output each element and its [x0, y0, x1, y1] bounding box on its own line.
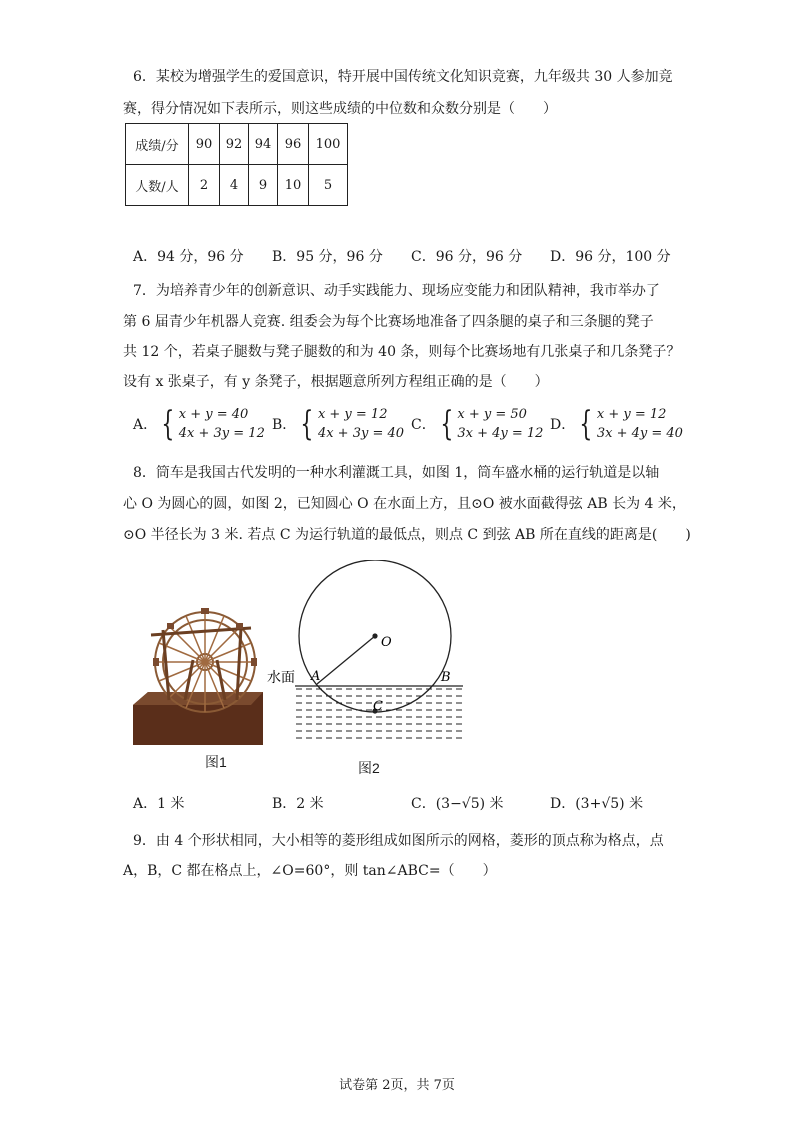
table-cell: 9 — [249, 165, 278, 206]
q7-text-line1: 7．为培养青少年的创新意识、动手实践能力、现场应变能力和团队精神，我市举办了 — [133, 283, 660, 299]
table-cell: 2 — [189, 165, 220, 206]
table-cell: 人数/人 — [126, 165, 189, 206]
option-label: D． — [550, 417, 576, 433]
option-label: A． — [133, 417, 158, 433]
table-cell: 10 — [278, 165, 309, 206]
equation: 3x + 4y = 40 — [596, 426, 683, 441]
equation: x + y = 12 — [317, 407, 388, 422]
q8-option-a: A．1 米 — [133, 796, 185, 812]
q7-option-b — [272, 405, 404, 443]
point-a-label: A — [311, 669, 321, 684]
q7-option-a — [133, 405, 265, 443]
q7-text-line3: 共 12 个，若桌子腿数与凳子腿数的和为 40 条，则每个比赛场地有几张桌子和几条凳子？ — [123, 344, 681, 360]
table-row — [126, 165, 348, 206]
q8-option-d: D．(3+√5) 米 — [550, 796, 644, 812]
q6-option-d: D．96 分，100 分 — [550, 249, 671, 265]
equation: 3x + 4y = 12 — [457, 426, 544, 441]
equation-system — [179, 405, 265, 443]
table-cell: 100 — [309, 124, 348, 165]
table-cell: 92 — [220, 124, 249, 165]
table-cell: 5 — [309, 165, 348, 206]
circle-diagram — [265, 560, 470, 750]
q7-option-d — [550, 405, 683, 443]
brace-icon: { — [440, 404, 454, 444]
brace-icon: { — [579, 404, 593, 444]
brace-icon: { — [300, 404, 314, 444]
q6-text-line1: 6．某校为增强学生的爱国意识，特开展中国传统文化知识竞赛，九年级共 30 人参加竞 — [133, 69, 673, 85]
q8-option-c: C．(3−√5) 米 — [411, 796, 504, 812]
q7-option-c — [411, 405, 543, 443]
q6-option-a: A．94 分，96 分 — [133, 249, 244, 265]
figure2-caption: 图2 — [358, 760, 380, 776]
equation-system — [457, 405, 543, 443]
q9-text-line2: A，B，C 都在格点上，∠O=60°，则 tan∠ABC=（ ） — [123, 863, 497, 879]
q7-text-line2: 第 6 届青少年机器人竞赛. 组委会为每个比赛场地准备了四条腿的桌子和三条腿的凳子 — [123, 314, 654, 330]
q9-text-line1: 9．由 4 个形状相同，大小相等的菱形组成如图所示的网格，菱形的顶点称为格点，点 — [133, 833, 664, 849]
equation-system — [318, 405, 404, 443]
q6-option-c: C．96 分，96 分 — [411, 249, 523, 265]
point-o-label: O — [381, 635, 392, 650]
q7-text-line4: 设有 x 张桌子，有 y 条凳子，根据题意所列方程组正确的是（ ） — [123, 374, 549, 390]
q8-option-b: B．2 米 — [272, 796, 324, 812]
q6-text-line2: 赛，得分情况如下表所示，则这些成绩的中位数和众数分别是（ ） — [123, 101, 557, 117]
table-row — [126, 124, 348, 165]
point-c-label: C — [373, 699, 383, 714]
q8-text-line2: 心 O 为圆心的圆，如图 2，已知圆心 O 在水面上方，且⊙O 被水面截得弦 AB 长为 4 米， — [123, 496, 686, 512]
table-cell: 成绩/分 — [126, 124, 189, 165]
water-surface-label: 水面 — [267, 669, 295, 685]
brace-icon: { — [161, 404, 175, 444]
q6-option-b: B．95 分，96 分 — [272, 249, 383, 265]
score-table — [125, 123, 348, 206]
point-b-label: B — [441, 670, 451, 685]
q8-text-line1: 8．筒车是我国古代发明的一种水利灌溉工具，如图 1，筒车盛水桶的运行轨道是以轴 — [133, 465, 660, 481]
figure1-caption: 图1 — [205, 754, 227, 770]
table-cell: 4 — [220, 165, 249, 206]
option-label: B． — [272, 417, 297, 433]
equation: 4x + 3y = 12 — [178, 426, 265, 441]
water-wheel-photo — [133, 600, 263, 745]
table-cell: 94 — [249, 124, 278, 165]
equation-system — [597, 405, 683, 443]
table-cell: 96 — [278, 124, 309, 165]
q8-text-line3: ⊙O 半径长为 3 米. 若点 C 为运行轨道的最低点，则点 C 到弦 AB 所在直线的距离是( ) — [123, 527, 691, 543]
equation: x + y = 12 — [596, 407, 667, 422]
equation: x + y = 40 — [178, 407, 249, 422]
page-footer: 试卷第 2页，共 7页 — [339, 1078, 455, 1093]
equation: x + y = 50 — [457, 407, 527, 422]
equation: 4x + 3y = 40 — [317, 426, 405, 441]
table-cell: 90 — [189, 124, 220, 165]
option-label: C． — [411, 417, 436, 433]
